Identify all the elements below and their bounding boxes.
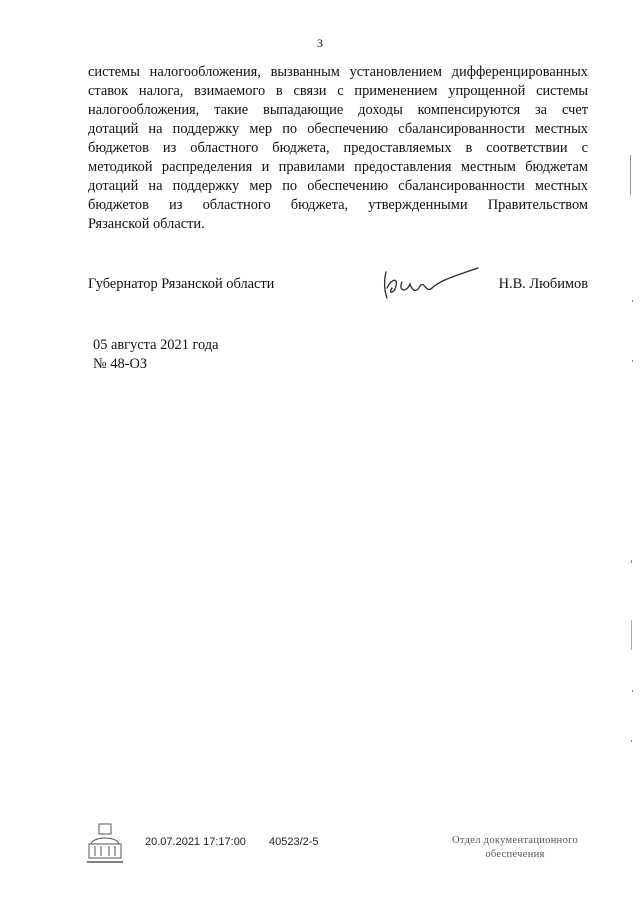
department-line: обеспечения xyxy=(485,849,545,860)
registration-number: 40523/2-5 xyxy=(269,836,319,848)
body-line: методикой распределения и правилами предоставления местным бюджетам xyxy=(88,159,588,175)
handwritten-signature xyxy=(378,264,488,304)
page-number: 3 xyxy=(317,36,323,50)
scan-edge-marks xyxy=(626,0,640,905)
department-stamp xyxy=(440,834,590,862)
signature-block xyxy=(88,276,588,306)
registration-datetime: 20.07.2021 17:17:00 xyxy=(145,836,246,848)
body-line: дотаций на поддержку мер по обеспечению сбалансированности местных xyxy=(88,178,588,194)
body-line: бюджетов из областного бюджета, утвержденными Правительством xyxy=(88,197,588,213)
body-line: налогообложения, такие выпадающие доходы компенсируются за счет xyxy=(88,102,588,118)
body-line: Рязанской области. xyxy=(88,216,205,232)
registry-stamp-icon xyxy=(85,822,125,866)
body-line: системы налогообложения, вызванным установлением дифференцированных xyxy=(88,64,588,80)
body-line: ставок налога, взимаемого в связи с применением упрощенной системы xyxy=(88,83,588,99)
date-block xyxy=(93,336,219,374)
signing-date: 05 августа 2021 года xyxy=(93,337,219,353)
body-line: бюджетов из областного бюджета, предоставляемых в соответствии с xyxy=(88,140,588,156)
signatory-name: Н.В. Любимов xyxy=(498,276,588,292)
signatory-title: Губернатор Рязанской области xyxy=(88,276,275,292)
department-line: Отдел документационного xyxy=(451,835,579,846)
body-line: дотаций на поддержку мер по обеспечению сбалансированности местных xyxy=(88,121,588,137)
document-body xyxy=(88,63,588,234)
law-number: № 48-ОЗ xyxy=(93,356,148,372)
